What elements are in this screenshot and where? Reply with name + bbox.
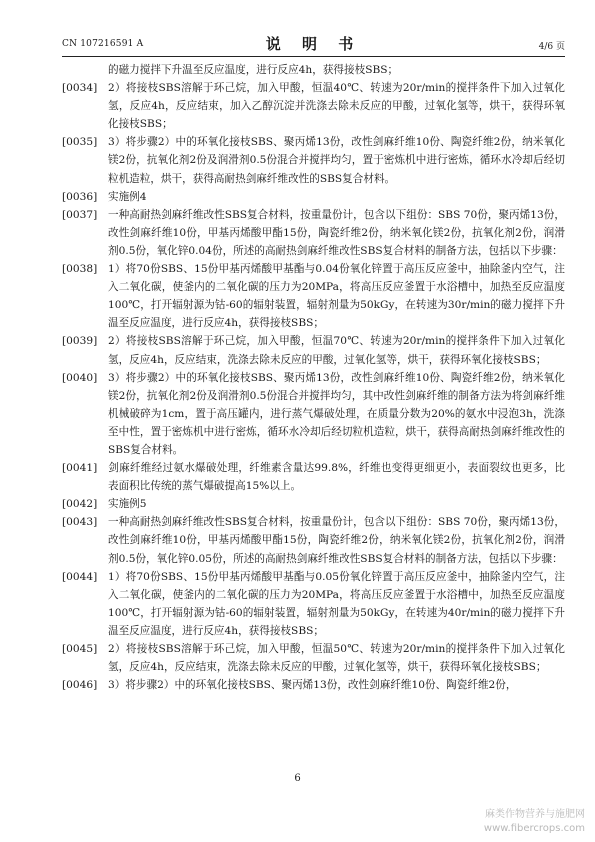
paragraph-number: [0037] (62, 208, 98, 221)
paragraph-number: [0034] (62, 82, 98, 95)
paragraph (62, 676, 565, 694)
paragraph (62, 206, 565, 260)
paragraph-text: 剑麻纤维经过氨水爆破处理，纤维素含量达99.8%，纤维也变得更细更小，表面裂纹也更多，比表面积比传统的蒸气爆破提高15%以上。 (108, 462, 565, 493)
site-watermark (484, 808, 585, 836)
paragraph-number: [0038] (62, 263, 98, 276)
page-count: 4/6 页 (538, 42, 565, 52)
paragraph (62, 369, 565, 459)
paragraph-number: [0041] (62, 462, 98, 475)
page-header (62, 33, 565, 55)
paragraph-number: [0046] (62, 679, 98, 692)
paragraph-text: 2）将接枝SBS溶解于环己烷，加入甲酸，恒温40℃、转速为20r/min的搅拌条件下加入过氧化氢，反应4h，反应结束，加入乙醇沉淀并洗涤去除未反应的甲酸，过氧化氢等，烘干，获得环氧化接枝SBS； (108, 82, 565, 131)
paragraph-number: [0040] (62, 371, 98, 384)
paragraph-text: 2）将接枝SBS溶解于环己烷，加入甲酸，恒温70℃、转速为20r/min的搅拌条件下加入过氧化氢，反应4h，反应结束，洗涤去除未反应的甲酸，过氧化氢等，烘干，获得环氧化接枝SBS； (108, 335, 565, 366)
paragraph-number: [0035] (62, 136, 98, 149)
watermark-url: www.fibercrops.com (483, 823, 585, 834)
paragraph (62, 79, 565, 133)
paragraph (62, 459, 565, 495)
paragraph-text: 3）将步骤2）中的环氧化接枝SBS、聚丙烯13份，改性剑麻纤维10份、陶瓷纤维2份，纳米氧化镁2份，抗氧化剂2份及润滑剂0.5份混合并搅拌均匀，置于密炼机中进行密炼，循环水冷却后经切粒机造粒，烘干，获得高耐热剑麻纤维改性的SBS复合材料。 (108, 136, 565, 185)
page-number: 6 (294, 773, 301, 784)
paragraph-number: [0045] (62, 643, 98, 655)
paragraph-text: 一种高耐热剑麻纤维改性SBS复合材料，按重量份计，包含以下组份：SBS 70份，聚丙烯13份，改性剑麻纤维10份，甲基丙烯酸甲酯15份，陶瓷纤维2份，纳米氧化镁2份，抗氧化剂2份，润滑剂0.5份，氧化锌0.04份，所述的高耐热剑麻纤维改性SBS复合材料的制备方法，包括以下步骤： (108, 208, 565, 257)
paragraph (62, 332, 565, 368)
paragraph-number: [0042] (62, 498, 98, 511)
paragraph-number: [0036] (62, 190, 98, 203)
paragraph (62, 188, 565, 206)
document-title: 说 明 书 (265, 35, 362, 53)
paragraph (62, 640, 565, 676)
paragraph-number: [0039] (62, 335, 98, 348)
paragraph-text: 3）将步骤2）中的环氧化接枝SBS、聚丙烯13份，改性剑麻纤维10份、陶瓷纤维2份， (108, 679, 517, 692)
section-heading: 实施例4 (108, 190, 147, 203)
header-divider (62, 56, 565, 57)
paragraph-text: 2）将接枝SBS溶解于环己烷，加入甲酸，恒温50℃、转速为20r/min的搅拌条件下加入过氧化氢，反应4h，反应结束，洗涤去除未反应的甲酸，过氧化氢等，烘干，获得环氧化接枝SBS； (108, 643, 565, 674)
document-body (62, 61, 565, 694)
paragraph-text: 1）将70份SBS、15份甲基丙烯酸甲基酯与0.04份氧化锌置于高压反应釜中，抽除釜内空气，注入二氧化碳，使釜内的二氧化碳的压力为20MPa，将高压反应釜置于水浴槽中，加热至反应温度100℃，打开辐射源为钴-60的辐射装置，辐射剂量为50kGy，在转速为30r/min的磁力搅拌下升温至反应温度，进行反应4h，获得接枝SBS； (108, 263, 565, 330)
paragraph-text: 的磁力搅拌下升温至反应温度，进行反应4h，获得接枝SBS； (108, 64, 399, 76)
watermark-title: 麻类作物营养与施肥网 (485, 809, 585, 820)
paragraph-text: 1）将70份SBS、15份甲基丙烯酸甲基酯与0.05份氧化锌置于高压反应釜中，抽除釜内空气，注入二氧化碳，使釜内的二氧化碳的压力为20MPa，将高压反应釜置于水浴槽中，加热至反应温度100℃，打开辐射源为钴-60的辐射装置，辐射剂量为50kGy，在转速为40r/min的磁力搅拌下升温至反应温度，进行反应4h，获得接枝SBS； (108, 570, 565, 637)
paragraph-number: [0044] (62, 570, 98, 583)
paragraph (62, 495, 565, 513)
paragraph-text: 3）将步骤2）中的环氧化接枝SBS、聚丙烯13份，改性剑麻纤维10份、陶瓷纤维2份，纳米氧化镁2份，抗氧化剂2份及润滑剂0.5份混合并搅拌均匀，其中改性剑麻纤维的制备方法为将剑麻纤维机械破碎为1cm，置于高压罐内，进行蒸气爆破处理，在质量分数为20%的氨水中浸泡3h，洗涤至中性，置于密炼机中进行密炼，循环水冷却后经切粒机造粒，烘干，获得高耐热剑麻纤维改性的SBS复合材料。 (108, 371, 565, 456)
paragraph (62, 133, 565, 187)
paragraph (62, 61, 565, 79)
paragraph-text: 一种高耐热剑麻纤维改性SBS复合材料，按重量份计，包含以下组份：SBS 70份，聚丙烯13份，改性剑麻纤维10份，甲基丙烯酸甲酯15份，陶瓷纤维2份，纳米氧化镁2份，抗氧化剂2份，润滑剂0.5份，氧化锌0.05份，所述的高耐热剑麻纤维改性SBS复合材料的制备方法，包括以下步骤： (108, 516, 565, 565)
paragraph (62, 513, 565, 567)
document-id: CN 107216591 A (62, 39, 144, 49)
paragraph (62, 568, 565, 640)
paragraph (62, 260, 565, 332)
paragraph-number: [0043] (62, 516, 98, 529)
section-heading: 实施例5 (108, 498, 147, 511)
